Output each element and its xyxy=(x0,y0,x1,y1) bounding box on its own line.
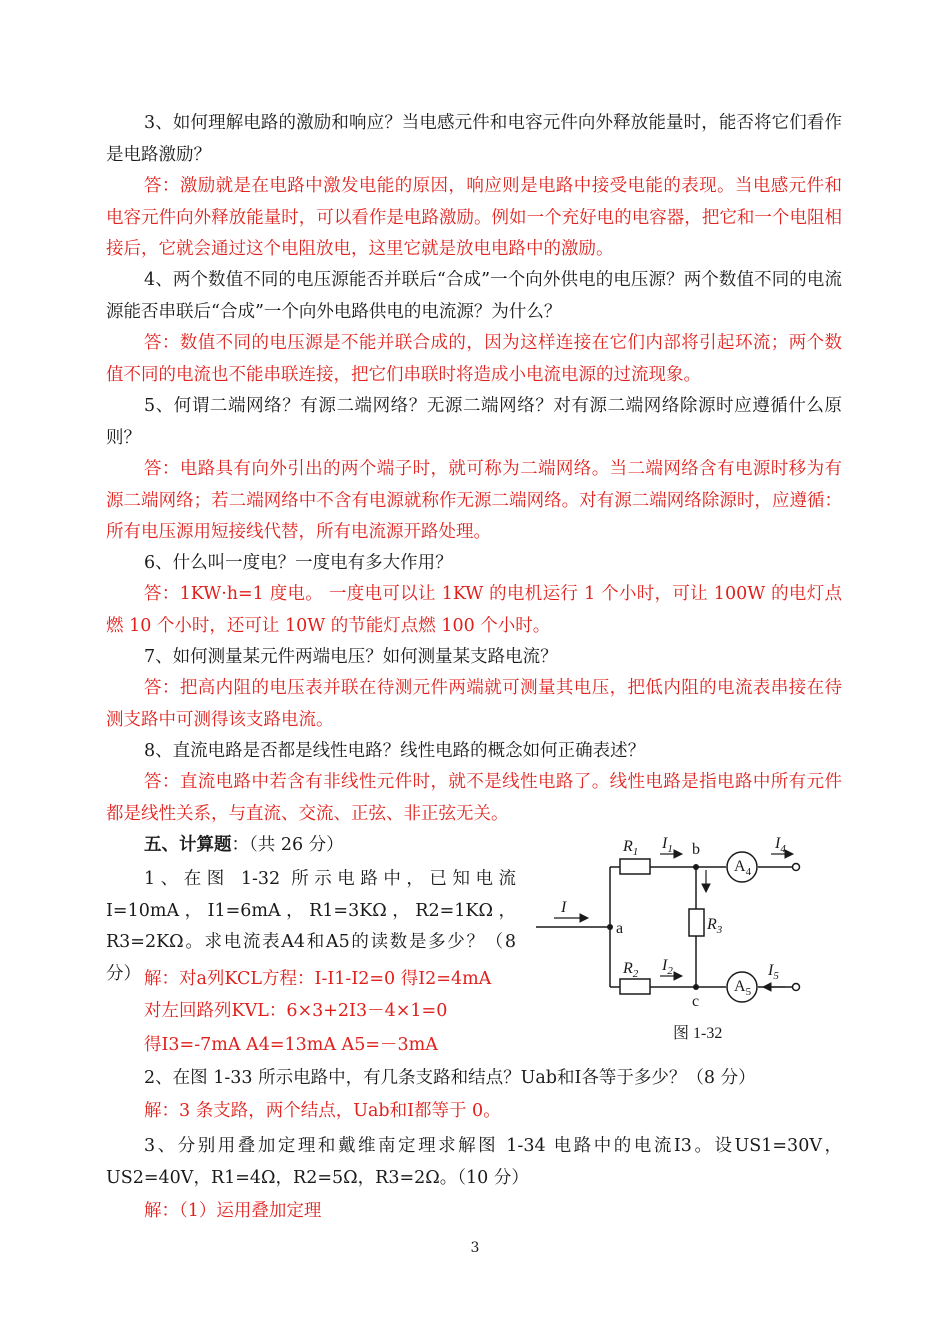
section5-title: 五、计算题 xyxy=(144,835,232,855)
label-r3: $R_3$ xyxy=(707,916,723,936)
terminal-i4 xyxy=(793,864,800,871)
q6-question: 6、什么叫一度电？一度电有多大作用？ xyxy=(144,553,453,573)
q3-question: 3、如何理解电路的激励和响应？当电感元件和电容元件向外释放能量时，能否将它们看作是电路激励？ xyxy=(106,113,842,165)
figure-caption: 图 1-32 xyxy=(673,1025,723,1042)
calc1-solution-line3: 得I3=-7mA A4=13mA A5=－3mA xyxy=(144,1035,438,1055)
page-number: 3 xyxy=(470,1240,480,1256)
q4-answer: 答：数值不同的电压源是不能并联合成的，因为这样连接在它们内部将引起环流；两个数值不同的电流也不能串联连接，把它们串联时将造成小电流电源的过流现象。 xyxy=(106,333,842,385)
node-a-dot xyxy=(607,924,613,930)
label-r2: $R_2$ xyxy=(623,960,639,980)
section5-heading xyxy=(106,830,516,862)
label-r1: $R_1$ xyxy=(623,838,639,858)
q6-answer: 答：1KW·h=1 度电。 一度电可以让 1KW 的电机运行 1 个小时，可让 100W 的电灯点燃 10 个小时，还可让 10W 的节能灯点燃 100 个小时。 xyxy=(106,584,842,636)
label-i4: $I_4$ xyxy=(775,835,786,855)
q7-question: 7、如何测量某元件两端电压？如何测量某支路电流？ xyxy=(144,647,558,667)
node-b-dot xyxy=(693,864,699,870)
q8-question: 8、直流电路是否都是线性电路？线性电路的概念如何正确表述？ xyxy=(144,741,646,761)
label-i2: $I_2$ xyxy=(662,957,673,977)
q4-question: 4、两个数值不同的电压源能否并联后“合成”一个向外供电的电压源？两个数值不同的电流源能否串联后“合成”一个向外电路供电的电流源？为什么？ xyxy=(106,270,842,322)
q5-question: 5、何谓二端网络？有源二端网络？无源二端网络？对有源二端网络除源时应遵循什么原则？ xyxy=(106,396,842,448)
resistor-r2 xyxy=(620,979,650,994)
calc1-question: 1、在图 1-32 所示电路中，已知电流I=10mA，I1=6mA，R1=3KΩ，R2=1KΩ，R3=2KΩ。求电流表A4和A5的读数是多少？（8 分） xyxy=(106,869,516,984)
arrow-i3 xyxy=(702,884,710,892)
q8-answer: 答：直流电路中若含有非线性元件时，就不是线性电路了。线性电路是指电路中所有元件都是线性关系，与直流、交流、正弦、非正弦无关。 xyxy=(106,772,842,824)
calc1-solution-line2: 对左回路列KVL：6×3+2I3－4×1=0 xyxy=(144,1001,448,1021)
q3-answer: 答：激励就是在电路中激发电能的原因，响应则是电路中接受电能的表现。当电感元件和电容元件向外释放能量时，可以看作是电路激励。例如一个充好电的电容器，把它和一个电阻相接后，它就会通过这个电阻放电，这里它就是放电电路中的激励。 xyxy=(106,176,842,259)
label-a5: $A_5$ xyxy=(734,978,752,998)
arrow-i2 xyxy=(674,972,682,980)
label-i: I xyxy=(561,899,567,916)
node-c-dot xyxy=(693,984,699,990)
terminal-i5 xyxy=(793,984,800,991)
calc3-question: 3、分别用叠加定理和戴维南定理求解图 1-34 电路中的电流I3。设US1=30V，US2=40V，R1=4Ω，R2=5Ω，R3=2Ω。（10 分） xyxy=(106,1136,842,1188)
section5-score: ：（共 26 分） xyxy=(231,835,344,855)
resistor-r1 xyxy=(620,859,650,874)
resistor-r3 xyxy=(689,909,704,936)
arrow-i5 xyxy=(763,983,771,991)
circuit-figure-1-32 xyxy=(528,822,818,1054)
label-node-b: b xyxy=(692,841,700,858)
label-node-a: a xyxy=(616,920,624,937)
calc2-question: 2、在图 1-33 所示电路中，有几条支路和结点？Uab和I各等于多少？（8 分） xyxy=(144,1068,756,1088)
q7-answer: 答：把高内阻的电压表并联在待测元件两端就可测量其电压，把低内阻的电流表串接在待测支路中可测得该支路电流。 xyxy=(106,678,842,730)
arrow-i4 xyxy=(785,850,793,858)
calc3-answer: 解：（1）运用叠加定理 xyxy=(144,1201,322,1221)
calc1-solution-line1: 解：对a列KCL方程：I-I1-I2=0 得I2=4mA xyxy=(144,969,492,989)
label-a4: $A_4$ xyxy=(734,858,752,878)
q5-answer: 答：电路具有向外引出的两个端子时，就可称为二端网络。当二端网络含有电源时移为有源二端网络；若二端网络中不含有电源就称作无源二端网络。对有源二端网络除源时，应遵循：所有电压源用短接线代替，所有电流源开路处理。 xyxy=(106,459,842,542)
label-node-c: c xyxy=(692,993,700,1010)
calc2-answer: 解：3 条支路，两个结点，Uab和I都等于 0。 xyxy=(144,1101,501,1121)
arrow-i xyxy=(580,914,588,922)
label-i1: $I_1$ xyxy=(662,835,673,855)
label-i5: $I_5$ xyxy=(768,962,779,982)
arrow-i1 xyxy=(674,850,682,858)
